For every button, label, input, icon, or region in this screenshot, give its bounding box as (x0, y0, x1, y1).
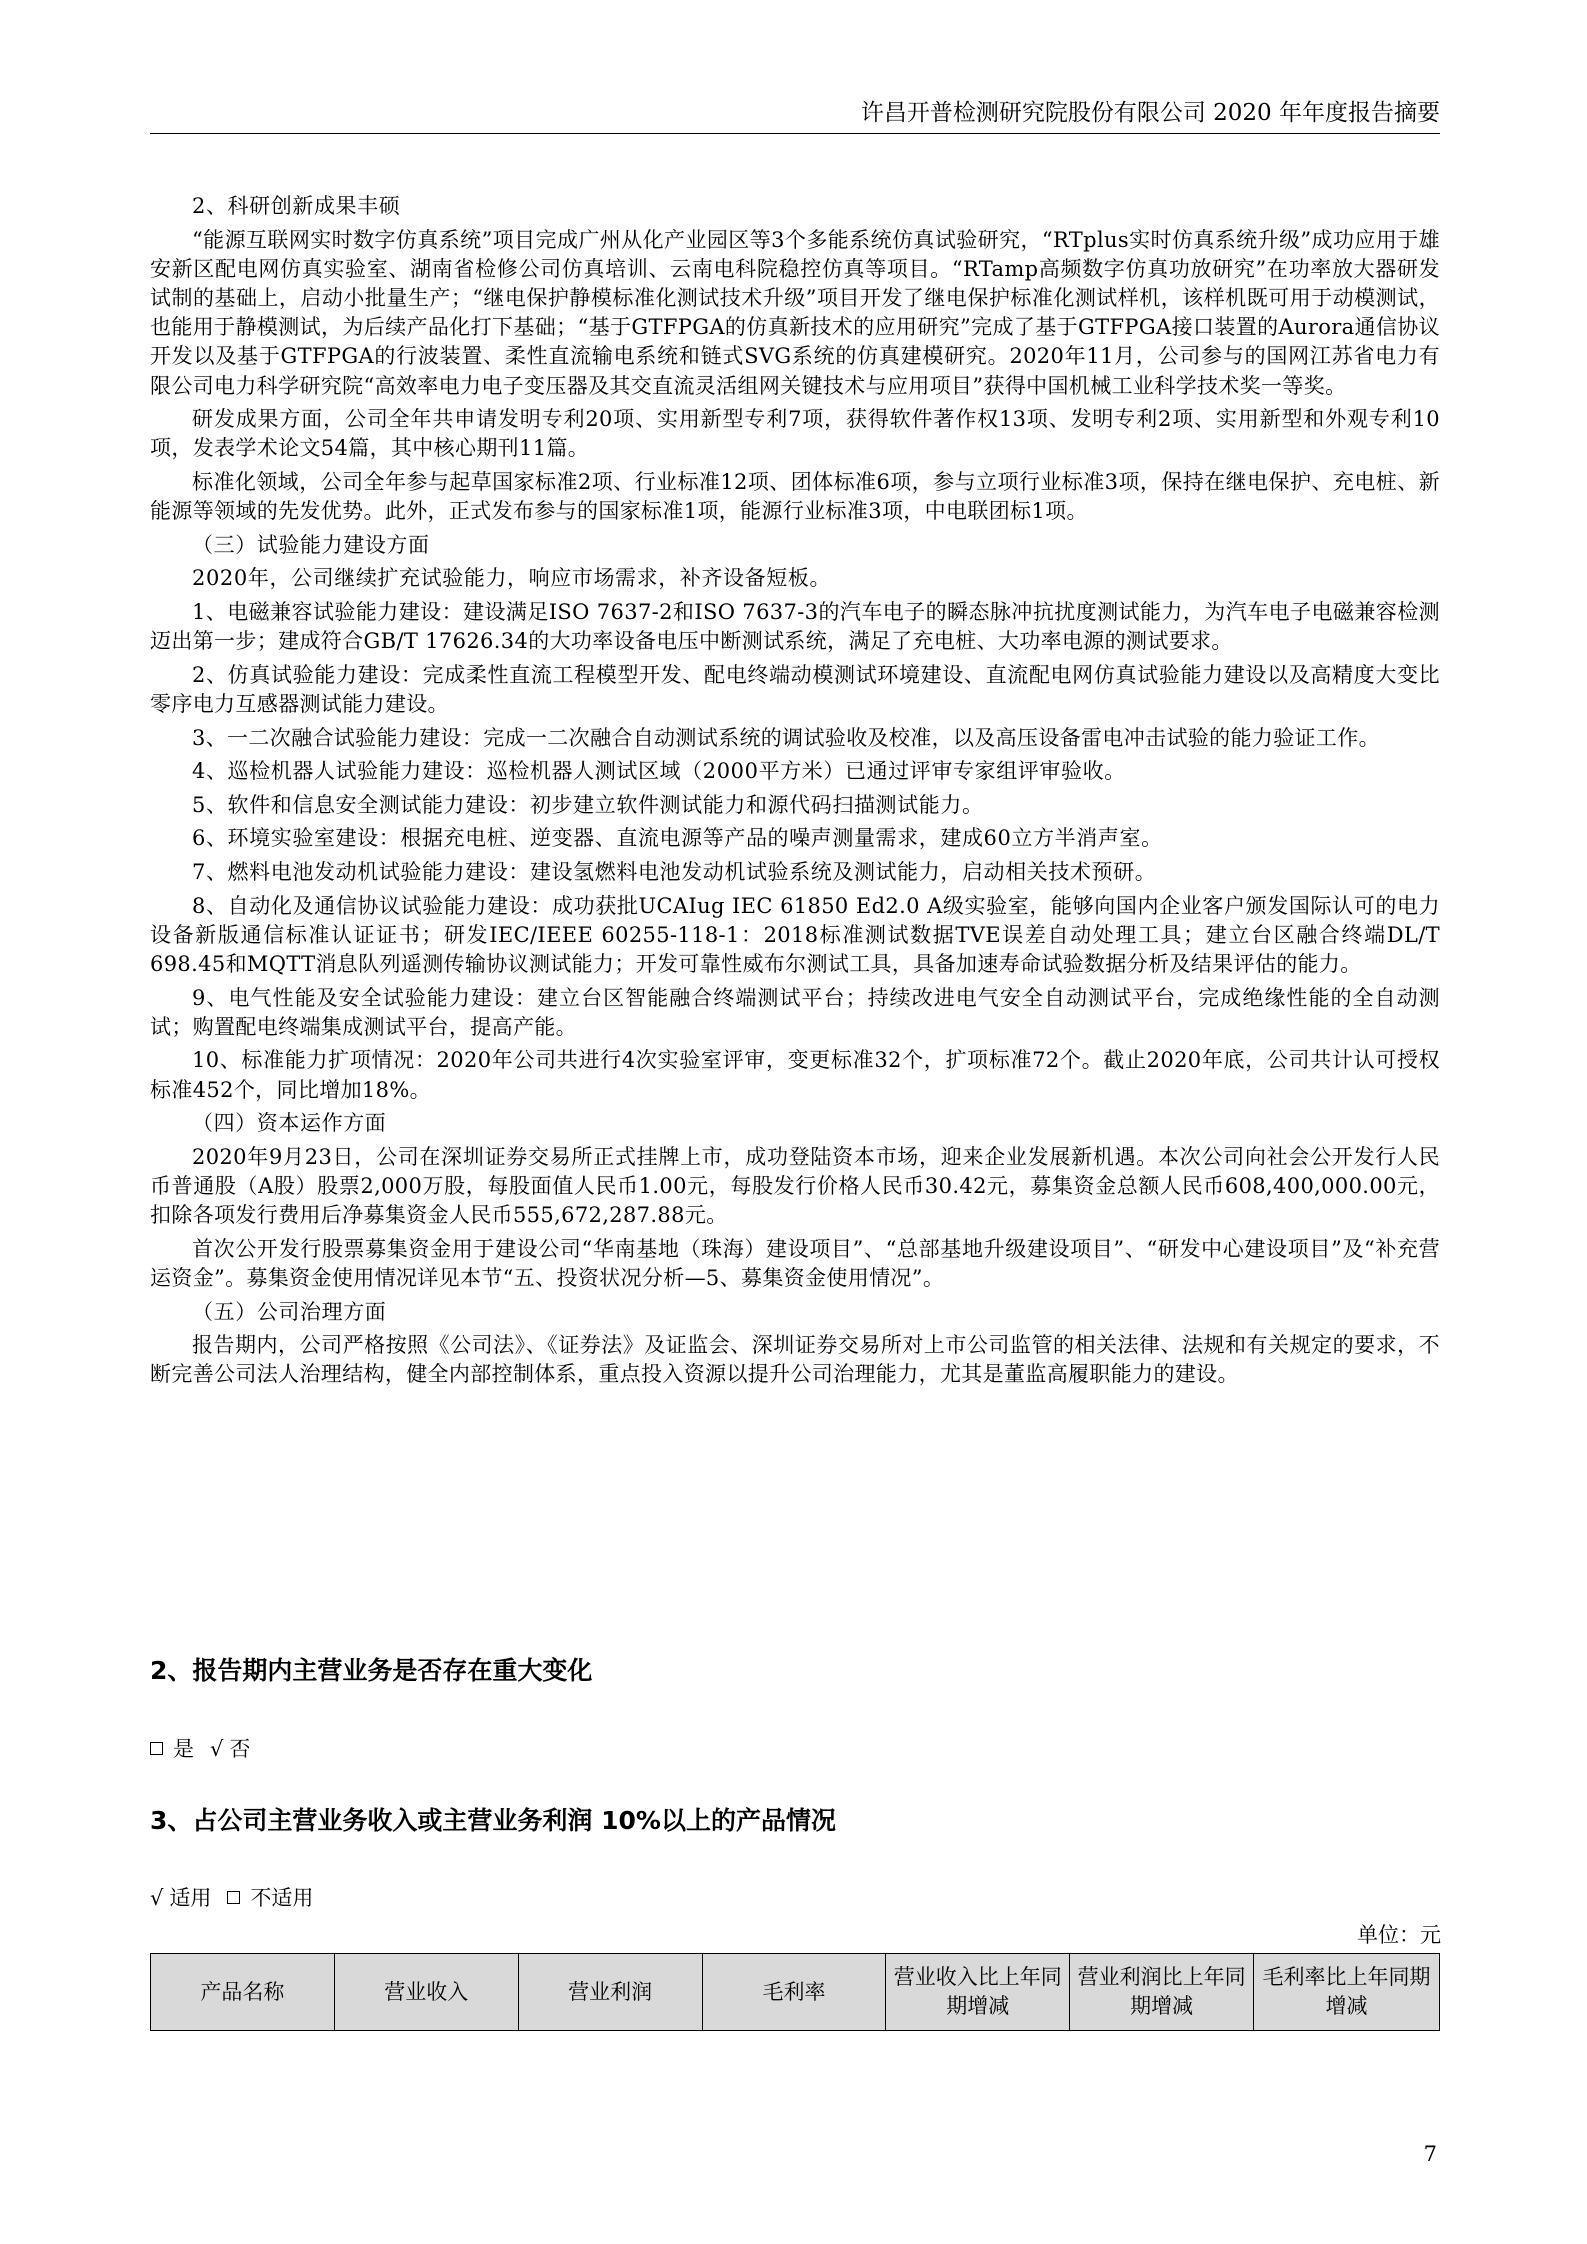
section3-options (150, 1884, 313, 1912)
paragraph-electrical-safety: 9、电气性能及安全试验能力建设：建立台区智能融合终端测试平台；持续改进电气安全自动测试平台，完成绝缘性能的全自动测试；购置配电终端集成测试平台，提高产能。 (150, 985, 1440, 1039)
table-header-cell: 营业利润比上年同期增减 (1070, 1954, 1254, 2031)
subheading-research: 2、科研创新成果丰硕 (192, 194, 401, 218)
subheading-capital: （四）资本运作方面 (192, 1111, 387, 1136)
checkmark-icon: √ (150, 1886, 164, 1910)
header-divider (150, 133, 1440, 134)
option-not-apply-label: 不适用 (250, 1886, 314, 1910)
option-apply-label: 适用 (169, 1886, 212, 1910)
unchecked-box-icon (227, 1891, 240, 1904)
table-header-cell: 营业收入 (334, 1954, 518, 2031)
paragraph-ipo: 2020年9月23日，公司在深圳证券交易所正式挂牌上市，成功登陆资本市场，迎来企业发展新机遇。本次公司向社会公开发行人民币普通股（A股）股票2,000万股，每股面值人民币1.00元，每股发行价格人民币30.42元，募集资金总额人民币608,400,000.00元，扣除各项发行费用后净募集资金人民币555,672,287.88元。 (150, 1144, 1440, 1228)
page-header-title: 许昌开普检测研究院股份有限公司 2020 年年度报告摘要 (860, 100, 1440, 126)
paragraph-research-projects: “能源互联网实时数字仿真系统”项目完成广州从化产业园区等3个多能系统仿真试验研究，“RTplus实时仿真系统升级”成功应用于雄安新区配电网仿真实验室、湖南省检修公司仿真培训、云南电科院稳控仿真等项目。“RTamp高频数字仿真功放研究”在功率放大器研发试制的基础上，启动小批量生产；“继电保护静模标准化测试技术升级”项目开发了继电保护标准化测试样机，该样机既可用于动模测试，也能用于静模测试，为后续产品化打下基础；“基于GTFPGA的仿真新技术的应用研究”完成了基于GTFPGA接口装置的Aurora通信协议开发以及基于GTFPGA的行波装置、柔性直流输电系统和链式SVG系统的仿真建模研究。2020年11月，公司参与的国网江苏省电力有限公司电力科学研究院“高效率电力电子变压器及其交直流灵活组网关键技术与应用项目”获得中国机械工业科学技术奖一等奖。 (150, 227, 1440, 398)
section2-options (150, 1735, 250, 1763)
subheading-governance: （五）公司治理方面 (192, 1299, 387, 1324)
section2-heading: 2、报告期内主营业务是否存在重大变化 (150, 1656, 593, 1685)
paragraph-governance: 报告期内，公司严格按照《公司法》、《证券法》及证监会、深圳证券交易所对上市公司监管的相关法律、法规和有关规定的要求，不断完善公司法人治理结构，健全内部控制体系，重点投入资源以提升公司治理能力，尤其是董监高履职能力的建设。 (150, 1333, 1440, 1387)
table-header-row (151, 1954, 1440, 2031)
product-table (150, 1953, 1440, 2031)
section3-heading: 3、占公司主营业务收入或主营业务利润 10%以上的产品情况 (150, 1806, 836, 1835)
table-header-cell: 毛利率 (702, 1954, 886, 2031)
paragraph-standardization: 标准化领域，公司全年参与起草国家标准2项、行业标准12项、团体标准6项，参与立项行业标准3项，保持在继电保护、充电桩、新能源等领域的先发优势。此外，正式发布参与的国家标准1项，能源行业标准3项，中电联团标1项。 (150, 470, 1440, 524)
paragraph-fund-use: 首次公开发行股票募集资金用于建设公司“华南基地（珠海）建设项目”、“总部基地升级建设项目”、“研发中心建设项目”及“补充营运资金”。募集资金使用情况详见本节“五、投资状况分析—5、募集资金使用情况”。 (150, 1236, 1440, 1290)
paragraph-test-intro: 2020年，公司继续扩充试验能力，响应市场需求，补齐设备短板。 (192, 566, 832, 591)
paragraph-simulation: 2、仿真试验能力建设：完成柔性直流工程模型开发、配电终端动模测试环境建设、直流配电网仿真试验能力建设以及高精度大变比零序电力互感器测试能力建设。 (150, 662, 1440, 716)
unit-label: 单位：元 (1357, 1923, 1441, 1947)
table-header-cell: 营业收入比上年同期增减 (886, 1954, 1070, 2031)
table-header-cell: 毛利率比上年同期增减 (1254, 1954, 1440, 2031)
unchecked-box-icon (150, 1742, 163, 1755)
table-header-cell: 营业利润 (518, 1954, 702, 2031)
paragraph-rd-results: 研发成果方面，公司全年共申请发明专利20项、实用新型专利7项，获得软件著作权13项、发明专利2项、实用新型和外观专利10项，发表学术论文54篇，其中核心期刊11篇。 (150, 407, 1440, 461)
page-number: 7 (1423, 2142, 1437, 2166)
report-body (150, 192, 1440, 1394)
table-header-cell: 产品名称 (151, 1954, 335, 2031)
paragraph-software-security: 5、软件和信息安全测试能力建设：初步建立软件测试能力和源代码扫描测试能力。 (192, 792, 984, 817)
checkmark-icon: √ (210, 1737, 224, 1761)
paragraph-fuel-cell: 7、燃料电池发动机试验能力建设：建设氢燃料电池发动机试验系统及测试能力，启动相关技术预研。 (192, 859, 1157, 884)
paragraph-environment-lab: 6、环境实验室建设：根据充电桩、逆变器、直流电源等产品的噪声测量需求，建成60立方半消声室。 (192, 826, 1163, 851)
paragraph-standard-expansion: 10、标准能力扩项情况：2020年公司共进行4次实验室评审，变更标准32个，扩项标准72个。截止2020年底，公司共计认可授权标准452个，同比增加18%。 (150, 1048, 1440, 1102)
subheading-test-capability: （三）试验能力建设方面 (192, 532, 430, 557)
paragraph-emc: 1、电磁兼容试验能力建设：建设满足ISO 7637-2和ISO 7637-3的汽车电子的瞬态脉冲抗扰度测试能力，为汽车电子电磁兼容检测迈出第一步；建成符合GB/T 17626.34的大功率设备电压中断测试系统，满足了充电桩、大功率电源的测试要求。 (150, 599, 1440, 654)
paragraph-automation-protocol: 8、自动化及通信协议试验能力建设：成功获批UCAIug IEC 61850 Ed2.0 A级实验室，能够向国内企业客户颁发国际认可的电力设备新版通信标准认证证书；研发IEC/IEEE 60255-118-1：2018标准测试数据TVE误差自动处理工具；建立台区融合终端DL/T 698.45和MQTT消息队列遥测传输协议测试能力；开发可靠性威布尔测试工具，具备加速寿命试验数据分析及结果评估的能力。 (150, 893, 1440, 976)
paragraph-primary-secondary: 3、一二次融合试验能力建设：完成一二次融合自动测试系统的调试验收及校准，以及高压设备雷电冲击试验的能力验证工作。 (192, 725, 1380, 750)
option-no-label: 否 (229, 1737, 251, 1761)
option-yes-label: 是 (173, 1737, 194, 1761)
paragraph-robot: 4、巡检机器人试验能力建设：巡检机器人测试区域（2000平方米）已通过评审专家组评审验收。 (192, 759, 1126, 784)
